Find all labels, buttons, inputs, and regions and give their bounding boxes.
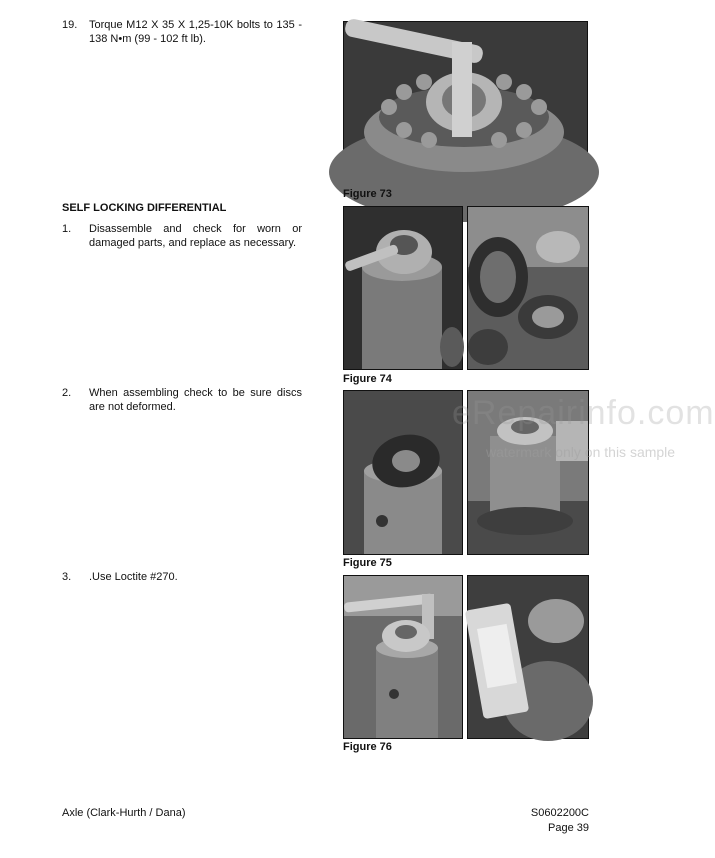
figure-75-label: Figure 75	[343, 557, 392, 569]
section-heading: SELF LOCKING DIFFERENTIAL	[62, 202, 227, 214]
figure-76-photo-right	[467, 575, 589, 739]
step-text: When assembling check to be sure discs are not deformed.	[89, 387, 302, 413]
figure-76-label: Figure 76	[343, 741, 392, 753]
figure-74-photo-left	[343, 206, 463, 370]
step-number: 3.	[62, 571, 72, 583]
footer-doc-number: S0602200C	[530, 807, 589, 819]
footer-page-number: Page 39	[548, 822, 589, 834]
watermark-subtext: watermark only on this sample	[486, 444, 676, 460]
figure-73-photo	[343, 21, 588, 185]
figure-76-photo-left	[343, 575, 463, 739]
figure-74-photo-right	[467, 206, 589, 370]
figure-74-label: Figure 74	[343, 373, 392, 385]
footer-title: Axle (Clark-Hurth / Dana)	[62, 807, 186, 819]
step-text: .Use Loctite #270.	[89, 571, 178, 583]
step-text: Disassemble and check for worn or damaged parts, and replace as necessary.	[89, 223, 302, 249]
step-number: 2.	[62, 387, 72, 399]
step-number: 1.	[62, 223, 72, 235]
watermark-text: eRepairinfo.com	[452, 394, 715, 432]
figure-73-label: Figure 73	[343, 188, 392, 200]
step-number: 19.	[62, 19, 78, 31]
figure-75-photo-left	[343, 390, 463, 555]
step-text: Torque M12 X 35 X 1,25-10K bolts to 135 - 138 N•m (99 - 102 ft lb).	[89, 19, 302, 45]
